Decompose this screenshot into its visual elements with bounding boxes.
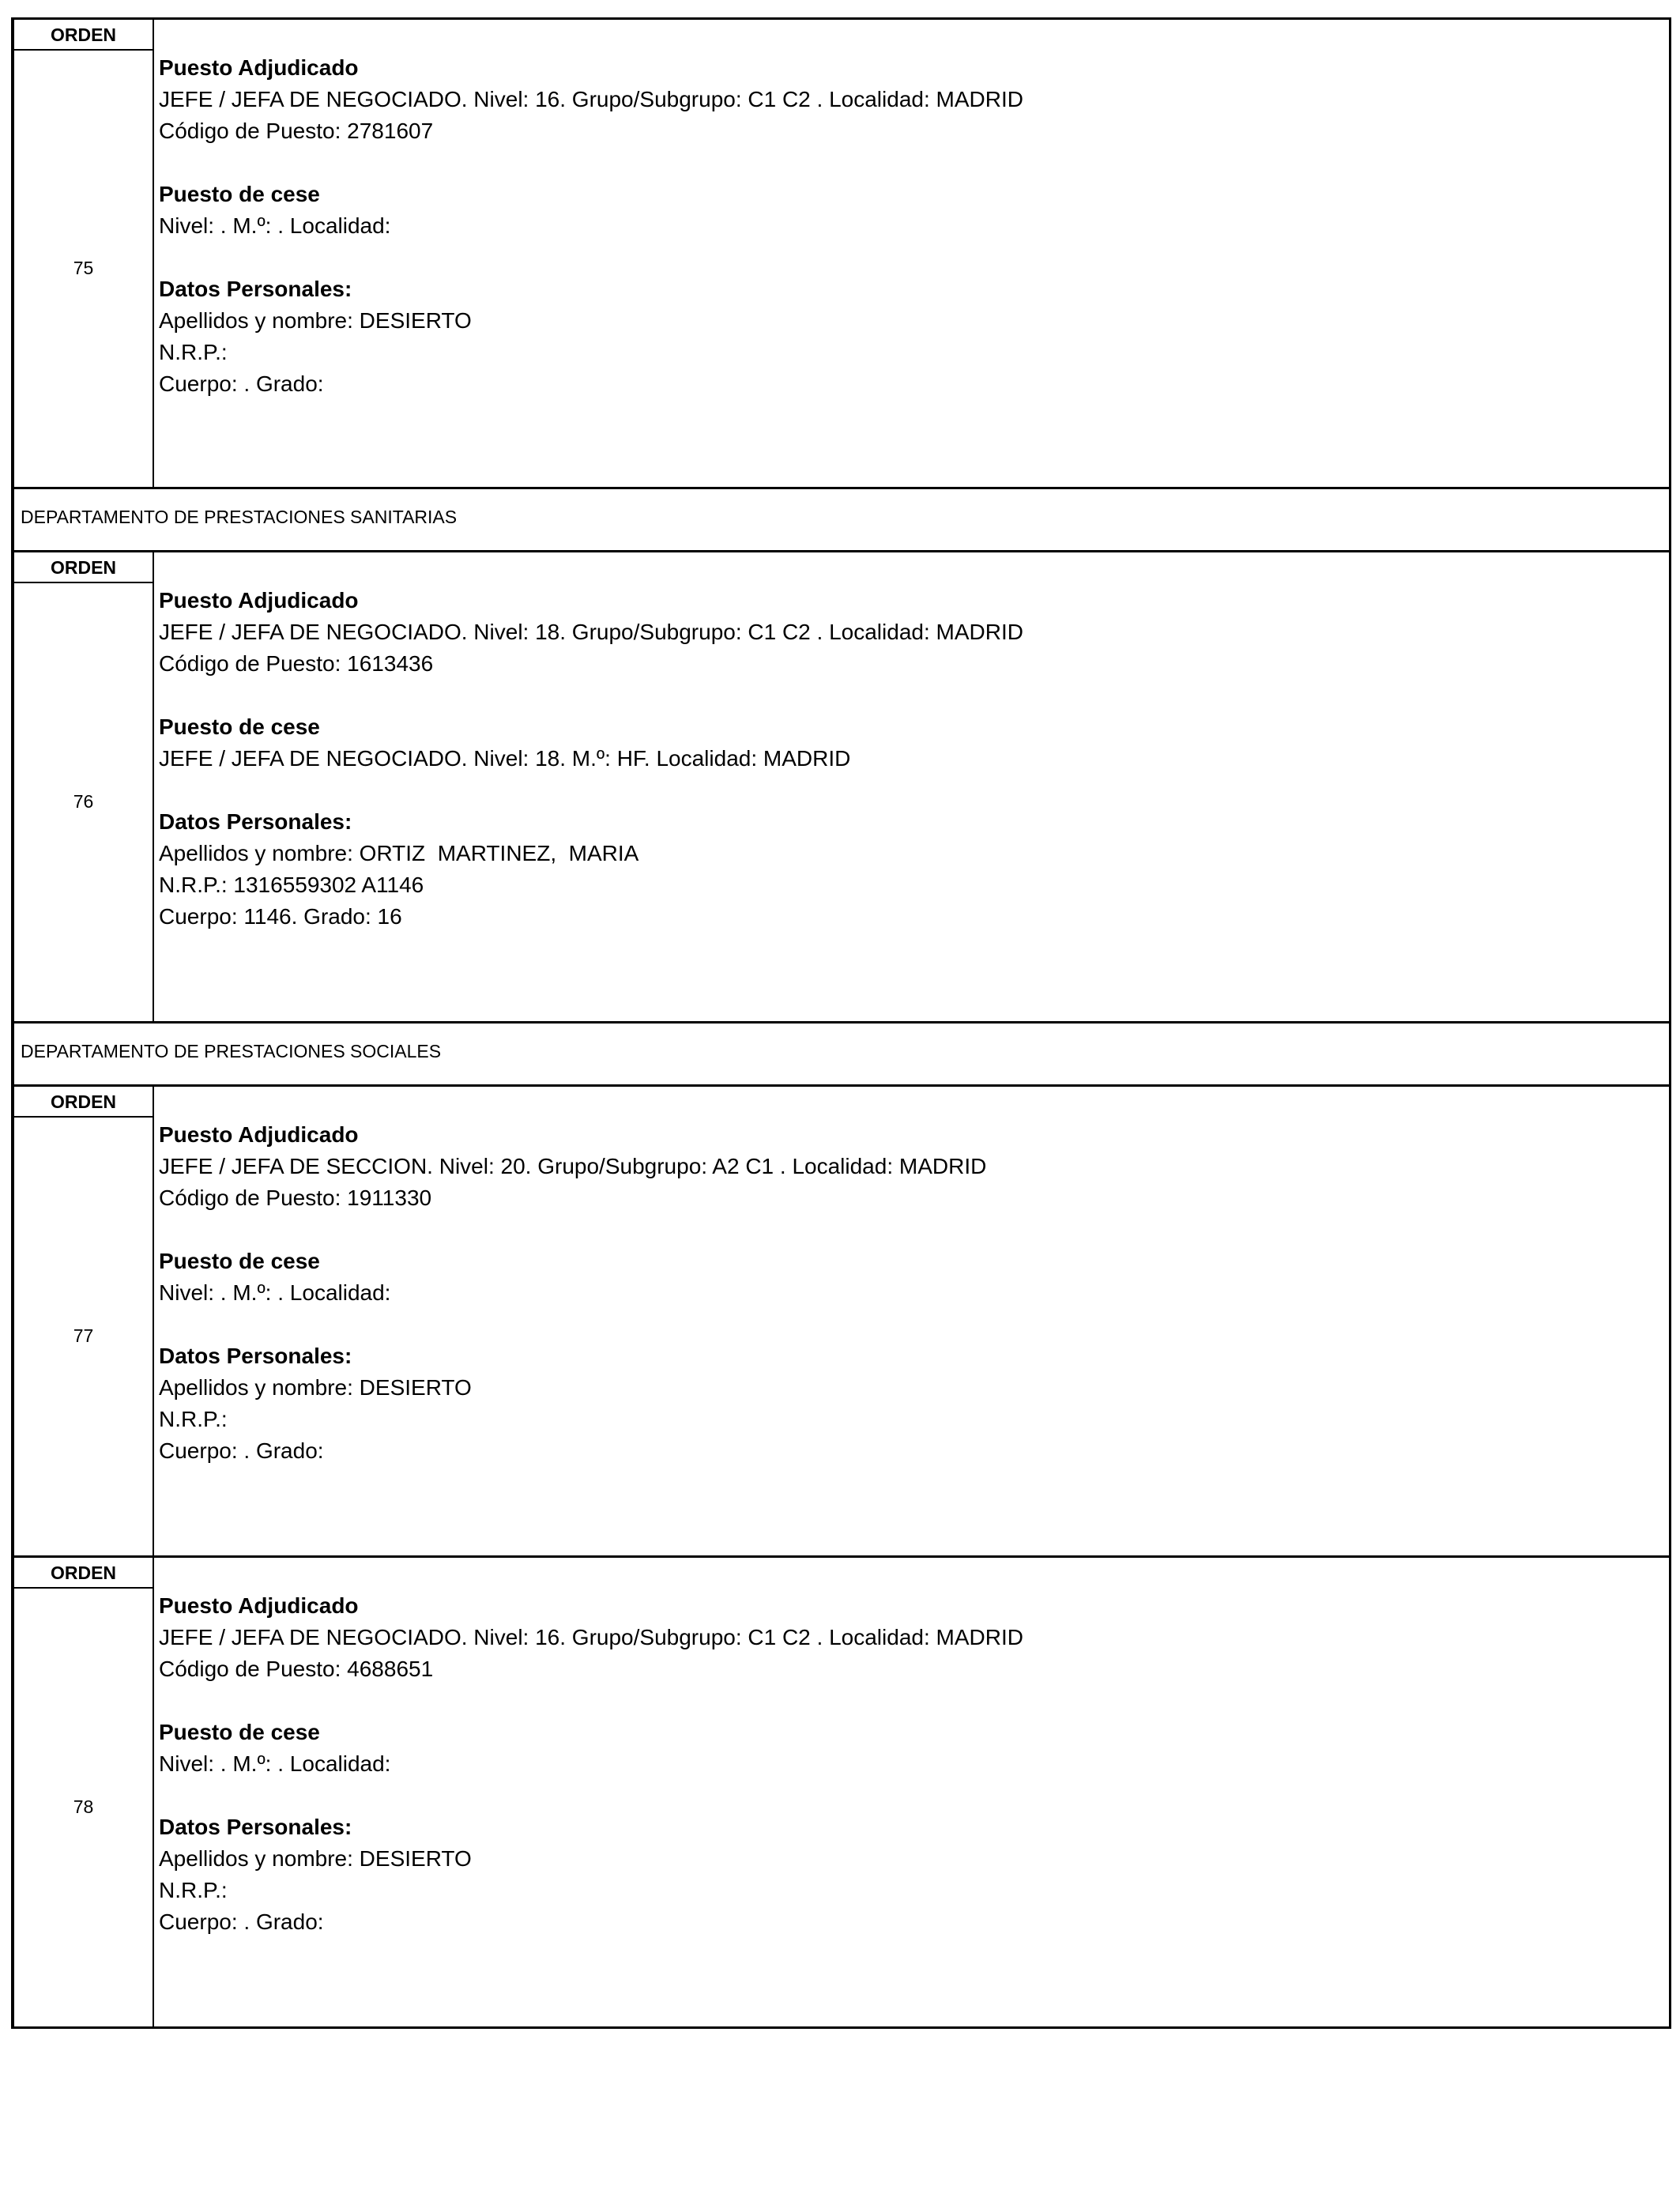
entry-block-75: [14, 20, 1669, 489]
spacer: [159, 242, 1669, 273]
spacer: [159, 775, 1669, 806]
puesto-de-cese-heading: Puesto de cese: [159, 714, 320, 739]
nrp: N.R.P.:: [159, 1878, 228, 1902]
orden-column: [14, 1558, 154, 2026]
orden-number: 78: [73, 1796, 94, 1817]
department-header-sociales: DEPARTAMENTO DE PRESTACIONES SOCIALES: [14, 1023, 1669, 1087]
entry-details: [154, 552, 1669, 1021]
spacer: [159, 147, 1669, 179]
puesto-adjudicado-heading: Puesto Adjudicado: [159, 1593, 359, 1618]
puesto-de-cese-description: Nivel: . M.º: . Localidad:: [159, 213, 391, 238]
puesto-adjudicado-description: JEFE / JEFA DE SECCION. Nivel: 20. Grupo/Subgrupo: A2 C1 . Localidad: MADRID: [159, 1154, 987, 1178]
puesto-adjudicado-heading: Puesto Adjudicado: [159, 55, 359, 80]
apellidos-y-nombre: Apellidos y nombre: DESIERTO: [159, 1375, 472, 1400]
apellidos-y-nombre: Apellidos y nombre: ORTIZ MARTINEZ, MARIA: [159, 841, 639, 865]
nrp: N.R.P.:: [159, 1407, 228, 1431]
puesto-adjudicado-description: JEFE / JEFA DE NEGOCIADO. Nivel: 16. Grupo/Subgrupo: C1 C2 . Localidad: MADRID: [159, 87, 1023, 111]
puesto-de-cese-heading: Puesto de cese: [159, 182, 320, 206]
puesto-de-cese-description: JEFE / JEFA DE NEGOCIADO. Nivel: 18. M.º: HF. Localidad: MADRID: [159, 746, 851, 771]
entry-details: [154, 20, 1669, 487]
orden-column: [14, 20, 154, 487]
entry-block-77: [14, 1087, 1669, 1558]
spacer: [159, 1309, 1669, 1340]
department-header-sanitarias: DEPARTAMENTO DE PRESTACIONES SANITARIAS: [14, 489, 1669, 552]
orden-number: 76: [73, 790, 94, 812]
entry-details: [154, 1087, 1669, 1555]
puesto-de-cese-heading: Puesto de cese: [159, 1249, 320, 1273]
puesto-de-cese-heading: Puesto de cese: [159, 1720, 320, 1744]
puesto-de-cese-description: Nivel: . M.º: . Localidad:: [159, 1280, 391, 1305]
codigo-de-puesto: Código de Puesto: 4688651: [159, 1657, 434, 1681]
apellidos-y-nombre: Apellidos y nombre: DESIERTO: [159, 308, 472, 333]
nrp: N.R.P.: 1316559302 A1146: [159, 873, 424, 897]
orden-label: ORDEN: [14, 1558, 153, 1589]
datos-personales-heading: Datos Personales:: [159, 1815, 352, 1839]
orden-label: ORDEN: [14, 552, 153, 583]
nrp: N.R.P.:: [159, 340, 228, 364]
cuerpo-grado: Cuerpo: . Grado:: [159, 1438, 324, 1463]
codigo-de-puesto: Código de Puesto: 2781607: [159, 119, 434, 143]
entry-block-78: [14, 1558, 1669, 2029]
codigo-de-puesto: Código de Puesto: 1911330: [159, 1186, 432, 1210]
cuerpo-grado: Cuerpo: . Grado:: [159, 1909, 324, 1934]
entry-details: [154, 1558, 1669, 2026]
puesto-de-cese-description: Nivel: . M.º: . Localidad:: [159, 1751, 391, 1776]
apellidos-y-nombre: Apellidos y nombre: DESIERTO: [159, 1846, 472, 1871]
puesto-adjudicado-heading: Puesto Adjudicado: [159, 588, 359, 613]
spacer: [159, 680, 1669, 711]
orden-column: [14, 1087, 154, 1555]
entry-block-76: [14, 552, 1669, 1023]
orden-number: 75: [73, 257, 94, 278]
datos-personales-heading: Datos Personales:: [159, 809, 352, 834]
orden-number: 77: [73, 1325, 94, 1346]
spacer: [159, 1214, 1669, 1246]
orden-label: ORDEN: [14, 1087, 153, 1118]
orden-column: [14, 552, 154, 1021]
cuerpo-grado: Cuerpo: . Grado:: [159, 371, 324, 396]
puesto-adjudicado-description: JEFE / JEFA DE NEGOCIADO. Nivel: 16. Grupo/Subgrupo: C1 C2 . Localidad: MADRID: [159, 1625, 1023, 1649]
puesto-adjudicado-heading: Puesto Adjudicado: [159, 1122, 359, 1147]
spacer: [159, 1780, 1669, 1811]
adjudication-table: [11, 17, 1671, 2029]
cuerpo-grado: Cuerpo: 1146. Grado: 16: [159, 904, 402, 929]
codigo-de-puesto: Código de Puesto: 1613436: [159, 651, 434, 676]
puesto-adjudicado-description: JEFE / JEFA DE NEGOCIADO. Nivel: 18. Grupo/Subgrupo: C1 C2 . Localidad: MADRID: [159, 620, 1023, 644]
orden-label: ORDEN: [14, 20, 153, 51]
datos-personales-heading: Datos Personales:: [159, 277, 352, 301]
spacer: [159, 1685, 1669, 1717]
datos-personales-heading: Datos Personales:: [159, 1344, 352, 1368]
